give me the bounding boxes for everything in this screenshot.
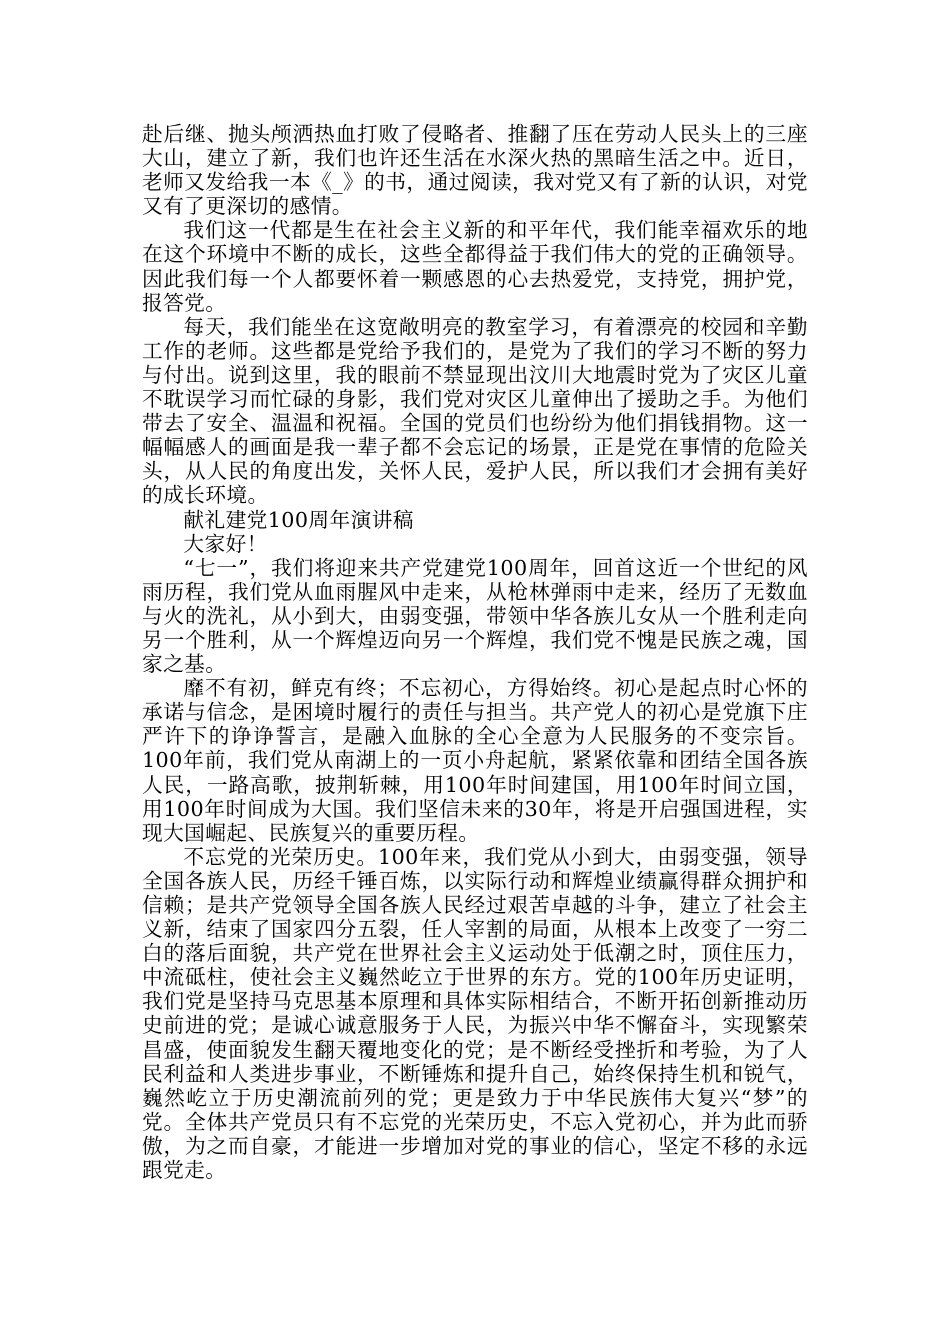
paragraph-4: “七一”，我们将迎来共产党建党100周年，回首这近一个世纪的风雨历程，我们党从血雨腥风中走来，从枪林弹雨中走来，经历了无数血与火的洗礼，从小到大，由弱变强，带领中华各族儿女从一个胜利走向另一个胜利，从一个辉煌迈向另一个辉煌，我们党不愧是民族之魂，国家之基。: [142, 555, 808, 677]
paragraph-3: 每天，我们能坐在这宽敞明亮的教室学习，有着漂亮的校园和辛勤工作的老师。这些都是党给予我们的，是党为了我们的学习不断的努力与付出。说到这里，我的眼前不禁显现出汶川大地震时党为了灾区儿童不耽误学习而忙碌的身影，我们党对灾区儿童伸出了援助之手。为他们带去了安全、温温和祝福。全国的党员们也纷纷为他们捐钱捐物。这一幅幅感人的画面是我一辈子都不会忘记的场景，正是党在事情的危险关头，从人民的角度出发，关怀人民，爱护人民，所以我们才会拥有美好的成长环境。: [142, 314, 808, 508]
greeting: 大家好！: [183, 531, 268, 556]
paragraph-6: 不忘党的光荣历史。100年来，我们党从小到大，由弱变强，领导全国各族人民，历经千锤百炼，以实际行动和辉煌业绩赢得群众拥护和信赖；是共产党领导全国各族人民经过艰苦卓越的斗争，建立了社会主义新，结束了国家四分五裂，任人宰割的局面，从根本上改变了一穷二白的落后面貌，共产党在世界社会主义运动处于低潮之时，顶住压力，中流砥柱，使社会主义巍然屹立于世界的东方。党的100年历史证明，我们党是坚持马克思基本原理和具体实际相结合，不断开拓创新推动历史前进的党；是诚心诚意服务于人民，为振兴中华不懈奋斗，实现繁荣昌盛，使面貌发生翻天覆地变化的党；是不断经受挫折和考验，为了人民利益和人类进步事业，不断锤炼和提升自己，始终保持生机和锐气，巍然屹立于历史潮流前列的党；更是致力于中华民族伟大复兴“梦”的党。全体共产党员只有不忘党的光荣历史，不忘入党初心，并为此而骄傲，为之而自豪，才能进一步增加对党的事业的信心，坚定不移的永远跟党走。: [142, 844, 808, 1183]
paragraph-1: 赴后继、抛头颅洒热血打败了侵略者、推翻了压在劳动人民头上的三座大山，建立了新，我们也许还生活在水深火热的黑暗生活之中。近日，老师又发给我一本《_》的书，通过阅读，我对党又有了新的认识，对党又有了更深切的感情。: [142, 122, 808, 219]
speech-title: 献礼建党100周年演讲稿: [183, 507, 414, 532]
paragraph-2: 我们这一代都是生在社会主义新的和平年代，我们能幸福欢乐的地在这个环境中不断的成长，这些全都得益于我们伟大的党的正确领导。因此我们每一个人都要怀着一颗感恩的心去热爱党，支持党，拥护党，报答党。: [142, 218, 808, 315]
paragraph-5: 靡不有初，鲜克有终；不忘初心，方得始终。初心是起点时心怀的承诺与信念，是困境时履行的责任与担当。共产党人的初心是党旗下庄严许下的诤诤誓言，是融入血脉的全心全意为人民服务的不变宗旨。100年前，我们党从南湖上的一页小舟起航，紧紧依靠和团结全国各族人民，一路高歌，披荆斩棘，用100年时间建国，用100年时间立国，用100年时间成为大国。我们坚信未来的30年，将是开启强国进程，实现大国崛起、民族复兴的重要历程。: [142, 676, 808, 845]
document-body: [142, 122, 808, 1182]
